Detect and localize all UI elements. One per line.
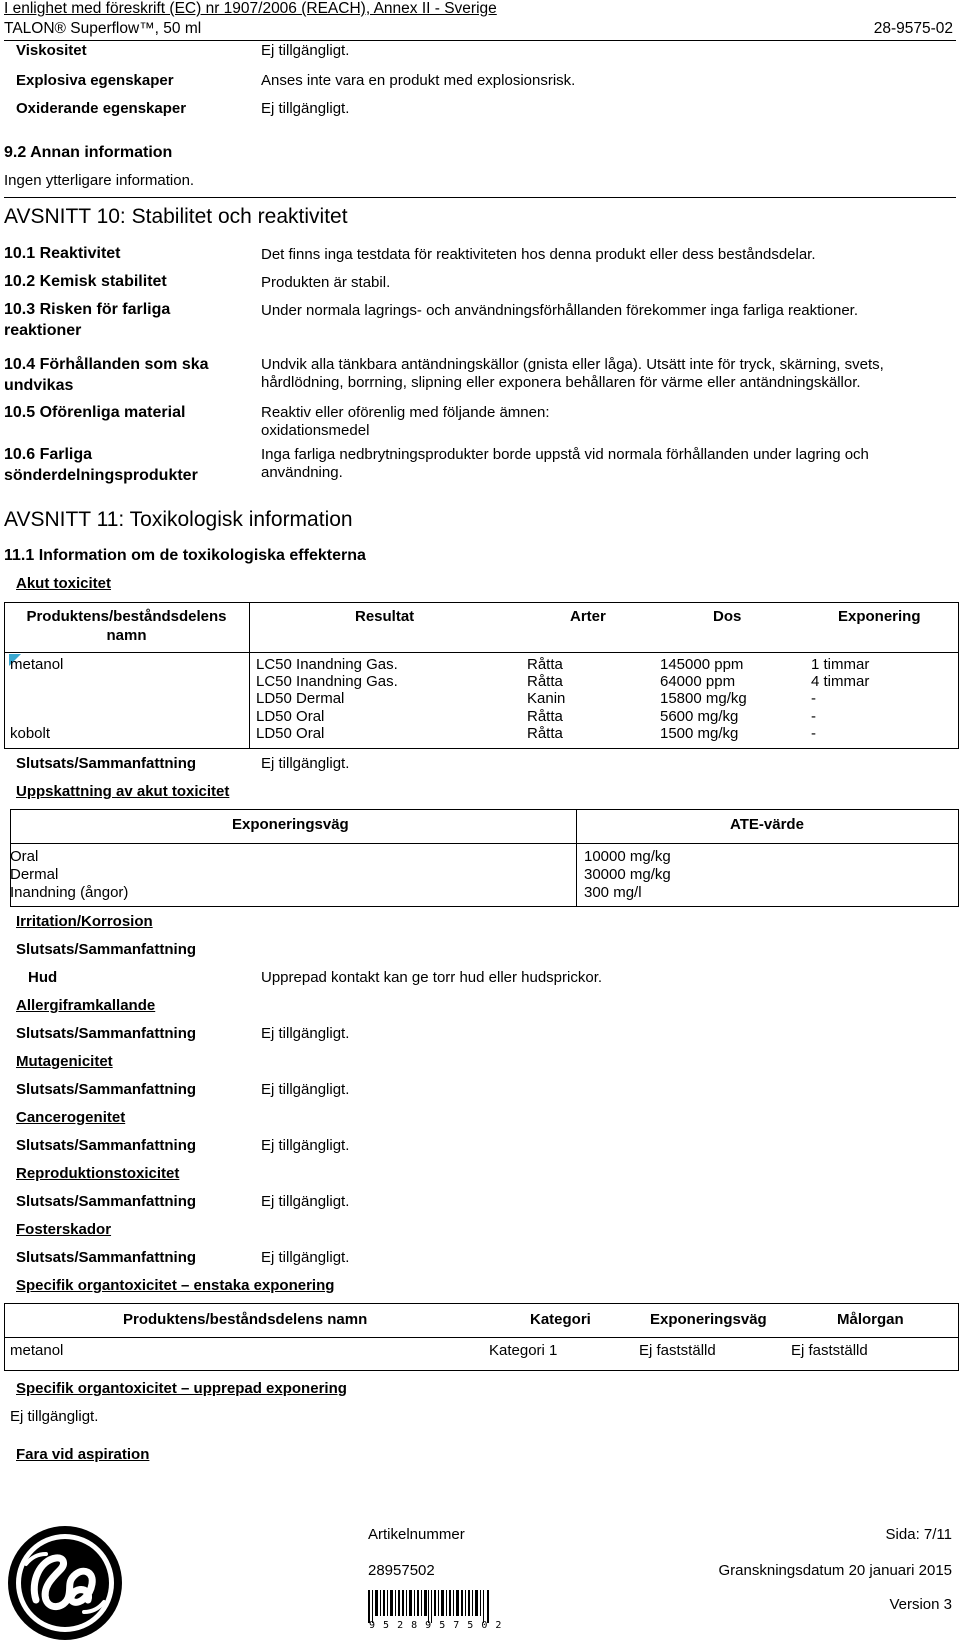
s10-label: 10.5 Oförenliga material <box>4 404 186 421</box>
table-cell: Ej fastställd <box>639 1342 716 1359</box>
col-header: Arter <box>570 608 606 625</box>
table-cell: Råtta <box>527 725 563 742</box>
mutagen-title: Mutagenicitet <box>16 1053 113 1070</box>
summary-label: Slutsats/Sammanfattning <box>16 1193 197 1210</box>
summary-value: Ej tillgängligt. <box>261 755 350 772</box>
s10-value: Undvik alla tänkbara antändningskällor (gnista eller låga). Utsätt inte för tryck, skärning, svets, <box>261 356 884 373</box>
article-number-label: Artikelnummer <box>368 1526 465 1543</box>
table-cell: Kanin <box>527 690 566 707</box>
s10-value: Under normala lagrings- och användningsförhållanden förekommer inga farliga reaktioner. <box>261 302 859 319</box>
prop-value: Ej tillgängligt. <box>261 42 350 59</box>
col-header: namn <box>106 627 147 644</box>
col-header: Resultat <box>355 608 415 625</box>
section-rule <box>4 197 956 198</box>
table-cell: LD50 Dermal <box>256 690 345 707</box>
col-header: Exponeringsväg <box>650 1311 767 1328</box>
table-cell: - <box>811 708 816 725</box>
prop-value: Anses inte vara en produkt med explosionsrisk. <box>261 72 576 89</box>
table-divider <box>249 602 250 749</box>
prop-label: Oxiderande egenskaper <box>16 100 187 117</box>
s10-value: hårdlödning, borrning, slipning eller exponera behållaren för värme eller antändningskällor. <box>261 374 861 391</box>
summary-value: Ej tillgängligt. <box>261 1081 350 1098</box>
s10-value: användning. <box>261 464 343 481</box>
table-cell: 1500 mg/kg <box>660 725 739 742</box>
summary-label: Slutsats/Sammanfattning <box>16 755 197 772</box>
summary-label: Slutsats/Sammanfattning <box>16 1137 197 1154</box>
ge-logo-icon <box>6 1524 124 1642</box>
summary-value: Ej tillgängligt. <box>261 1249 350 1266</box>
table-cell: Råtta <box>527 656 563 673</box>
s10-value: Inga farliga nedbrytningsprodukter borde uppstå vid normala förhållanden under lagring och <box>261 446 869 463</box>
repro-title: Reproduktionstoxicitet <box>16 1165 180 1182</box>
product-name: TALON® Superflow™, 50 ml <box>4 20 202 37</box>
table-cell: - <box>811 725 816 742</box>
col-header: ATE-värde <box>730 816 804 833</box>
allergy-title: Allergiframkallande <box>16 997 156 1014</box>
stot-repeat-title: Specifik organtoxicitet – upprepad exponering <box>16 1380 347 1397</box>
table-cell: 64000 ppm <box>660 673 736 690</box>
s10-label: 10.6 Farliga <box>4 446 93 463</box>
review-date: Granskningsdatum 20 januari 2015 <box>718 1562 952 1579</box>
s10-label: 10.1 Reaktivitet <box>4 245 121 262</box>
summary-label: Slutsats/Sammanfattning <box>16 1025 197 1042</box>
prop-label: Explosiva egenskaper <box>16 72 174 89</box>
s10-value: Produkten är stabil. <box>261 274 391 291</box>
s10-value: oxidationsmedel <box>261 422 370 439</box>
table-divider <box>4 652 959 653</box>
barcode-icon <box>368 1590 490 1623</box>
table-cell: kobolt <box>10 725 51 742</box>
stot-repeat-value: Ej tillgängligt. <box>10 1408 99 1425</box>
s10-label: undvikas <box>4 377 74 394</box>
s10-value: Det finns inga testdata för reaktiviteten hos denna produkt eller dess beståndsdelar. <box>261 246 816 263</box>
ate-title: Uppskattning av akut toxicitet <box>16 783 230 800</box>
table-cell: 145000 ppm <box>660 656 744 673</box>
col-header: Dos <box>713 608 742 625</box>
s10-label: sönderdelningsprodukter <box>4 467 198 484</box>
table-cell: 1 timmar <box>811 656 870 673</box>
table-cell: Ej fastställd <box>791 1342 868 1359</box>
table-cell: Råtta <box>527 708 563 725</box>
summary-value: Ej tillgängligt. <box>261 1137 350 1154</box>
table-cell: metanol <box>10 656 64 673</box>
col-header: Exponeringsväg <box>232 816 349 833</box>
table-cell: LC50 Inandning Gas. <box>256 656 398 673</box>
summary-value: Ej tillgängligt. <box>261 1193 350 1210</box>
carcinogen-title: Cancerogenitet <box>16 1109 126 1126</box>
prop-label: Viskositet <box>16 42 87 59</box>
version: Version 3 <box>889 1596 952 1613</box>
table-cell: Kategori 1 <box>489 1342 558 1359</box>
stot-single-title: Specifik organtoxicitet – enstaka exponering <box>16 1277 335 1294</box>
table-divider <box>576 809 577 907</box>
skin-label: Hud <box>28 969 58 986</box>
table-cell: Inandning (ångor) <box>10 884 129 901</box>
s10-label: 10.3 Risken för farliga <box>4 301 171 318</box>
table-cell: metanol <box>10 1342 64 1359</box>
table-cell: 4 timmar <box>811 673 870 690</box>
section-title: AVSNITT 11: Toxikologisk information <box>4 508 353 531</box>
other-info-text: Ingen ytterligare information. <box>4 172 195 189</box>
s10-value: Reaktiv eller oförenlig med följande ämnen: <box>261 404 550 421</box>
table-cell: 300 mg/l <box>584 884 642 901</box>
table-cell: 5600 mg/kg <box>660 708 739 725</box>
col-header: Exponering <box>838 608 921 625</box>
page-number: Sida: 7/11 <box>885 1526 952 1543</box>
subsection-title: 11.1 Information om de toxikologiska effekterna <box>4 547 366 564</box>
table-cell: LD50 Oral <box>256 708 325 725</box>
summary-label: Slutsats/Sammanfattning <box>16 1249 197 1266</box>
col-header: Produktens/beståndsdelens namn <box>123 1311 368 1328</box>
col-header: Produktens/beståndsdelens <box>26 608 227 625</box>
prop-value: Ej tillgängligt. <box>261 100 350 117</box>
irritation-title: Irritation/Korrosion <box>16 913 153 930</box>
table-cell: LD50 Oral <box>256 725 325 742</box>
table-cell: - <box>811 690 816 707</box>
col-header: Kategori <box>530 1311 591 1328</box>
summary-label: Slutsats/Sammanfattning <box>16 1081 197 1098</box>
table-cell: LC50 Inandning Gas. <box>256 673 398 690</box>
section-title: AVSNITT 10: Stabilitet och reaktivitet <box>4 205 348 228</box>
summary-label: Slutsats/Sammanfattning <box>16 941 197 958</box>
header-rule <box>4 40 956 41</box>
regulation-header: I enlighet med föreskrift (EC) nr 1907/2006 (REACH), Annex II - Sverige <box>4 0 497 17</box>
ate-table <box>10 809 959 907</box>
s10-label: 10.2 Kemisk stabilitet <box>4 273 167 290</box>
table-cell: Dermal <box>10 866 59 883</box>
table-divider <box>10 843 959 844</box>
table-cell: 10000 mg/kg <box>584 848 671 865</box>
s10-label: reaktioner <box>4 322 82 339</box>
aspiration-title: Fara vid aspiration <box>16 1446 150 1463</box>
col-header: Målorgan <box>837 1311 904 1328</box>
skin-text: Upprepad kontakt kan ge torr hud eller hudsprickor. <box>261 969 603 986</box>
acute-toxicity-title: Akut toxicitet <box>16 575 112 592</box>
table-divider <box>4 1337 959 1338</box>
product-code: 28-9575-02 <box>873 20 953 37</box>
table-cell: Råtta <box>527 673 563 690</box>
article-number: 28957502 <box>368 1562 435 1579</box>
table-cell: 30000 mg/kg <box>584 866 671 883</box>
barcode-digits: 9 5 2 8 9 5 7 5 0 2 <box>369 1620 503 1631</box>
table-cell: Oral <box>10 848 39 865</box>
fetal-title: Fosterskador <box>16 1221 112 1238</box>
subsection-title: 9.2 Annan information <box>4 144 173 161</box>
s10-label: 10.4 Förhållanden som ska <box>4 356 209 373</box>
table-cell: 15800 mg/kg <box>660 690 747 707</box>
summary-value: Ej tillgängligt. <box>261 1025 350 1042</box>
